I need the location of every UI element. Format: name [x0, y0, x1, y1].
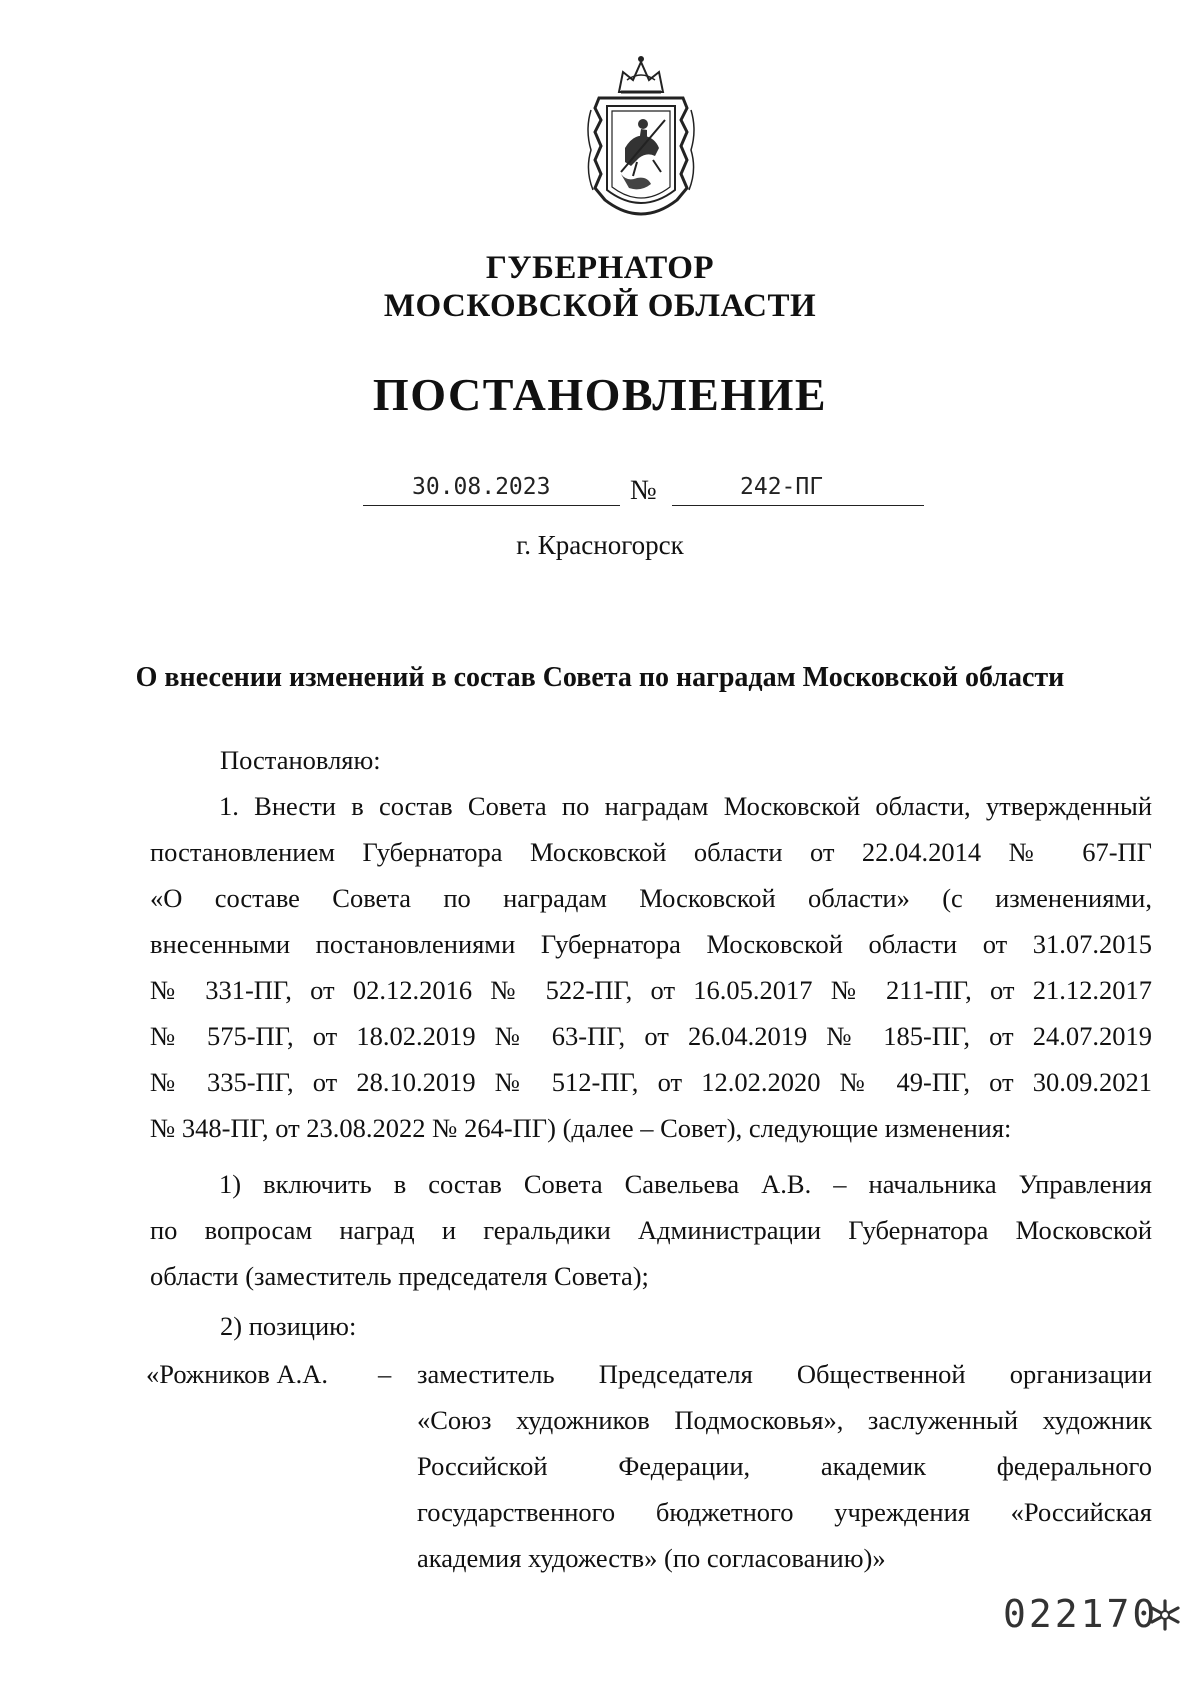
paragraph-line: № 575-ПГ, от 18.02.2019 № 63-ПГ, от 26.04.2019 № 185-ПГ, от 24.07.2019 [150, 1021, 1152, 1051]
position-person-name: «Рожников А.А. [146, 1359, 329, 1389]
position-desc-line: «Союз художников Подмосковья», заслуженный художник [417, 1405, 1152, 1435]
item1-line: по вопросам наград и геральдики Администрации Губернатора Московской [150, 1215, 1152, 1245]
asterisk-icon [1148, 1598, 1182, 1632]
paragraph-line: «О составе Совета по наградам Московской области» (с изменениями, [150, 883, 1152, 913]
item1-line: 1) включить в состав Совета Савельева А.В. – начальника Управления [219, 1169, 1152, 1199]
document-type-title: ПОСТАНОВЛЕНИЕ [372, 369, 828, 420]
decree-opening: Постановляю: [220, 745, 381, 775]
item1-line: области (заместитель председателя Совета); [150, 1261, 649, 1291]
position-desc-line: заместитель Председателя Общественной организации [417, 1359, 1152, 1389]
number-sign: № [630, 475, 657, 506]
paragraph-line: № 331-ПГ, от 02.12.2016 № 522-ПГ, от 16.05.2017 № 211-ПГ, от 21.12.2017 [150, 975, 1152, 1005]
position-desc-line: академия художеств» (по согласованию)» [417, 1543, 886, 1573]
position-dash: – [378, 1359, 392, 1389]
item2-label: 2) позицию: [220, 1311, 357, 1341]
registration-date: 30.08.2023 [412, 474, 551, 500]
paragraph-line: постановлением Губернатора Московской области от 22.04.2014 № 67-ПГ [150, 837, 1152, 867]
paragraph-line: № 335-ПГ, от 28.10.2019 № 512-ПГ, от 12.02.2020 № 49-ПГ, от 30.09.2021 [150, 1067, 1152, 1097]
city-name: г. Красногорск [516, 530, 684, 560]
position-desc-line: государственного бюджетного учреждения «Российская [417, 1497, 1152, 1527]
form-serial-number: 022170 [1003, 1592, 1159, 1636]
governor-title-line1: ГУБЕРНАТОР [485, 250, 715, 286]
coat-of-arms-emblem [581, 50, 701, 230]
decree-subject: О внесении изменений в состав Совета по наградам Московской области [135, 662, 1065, 693]
governor-title-line2: МОСКОВСКОЙ ОБЛАСТИ [383, 288, 817, 324]
position-desc-line: Российской Федерации, академик федерального [417, 1451, 1152, 1481]
paragraph-line: внесенными постановлениями Губернатора Московской области от 31.07.2015 [150, 929, 1152, 959]
paragraph-line: 1. Внести в состав Совета по наградам Московской области, утвержденный [219, 791, 1152, 821]
registration-number: 242-ПГ [740, 474, 824, 500]
paragraph-line: № 348-ПГ, от 23.08.2022 № 264-ПГ) (далее – Совет), следующие изменения: [150, 1113, 1012, 1143]
